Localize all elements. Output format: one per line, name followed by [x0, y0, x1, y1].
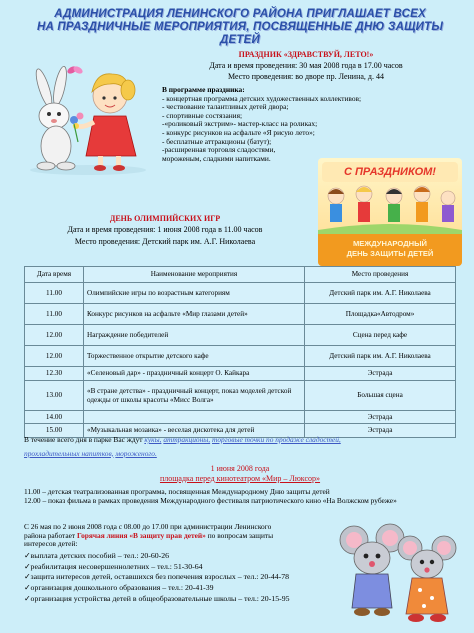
holiday-banner [318, 158, 462, 266]
table-row [25, 411, 456, 424]
program-item: - концертная программа детских художественных коллективов; [162, 93, 362, 103]
bullet-icon: ✓ [24, 572, 31, 582]
column-header: Место проведения [305, 267, 456, 283]
park-item: кукы, [144, 435, 162, 444]
park-item: мороженого. [115, 448, 157, 458]
place-cell: Детский парк им. А.Г. Николаева [305, 283, 456, 304]
cinema-date: 1 июня 2008 года [210, 464, 270, 473]
hotline-intro: по вопросам защиты [207, 530, 274, 540]
event-cell: Конкурс рисунков на асфальте «Мир глазами детей» [84, 304, 305, 325]
table-row [25, 381, 456, 411]
children-illustration [318, 182, 462, 236]
olympic-place: Место проведения: Детский парк им. А.Г. Николаева [74, 237, 256, 246]
hotline-section [24, 523, 334, 605]
table-row [25, 346, 456, 367]
event-cell: Олимпийские игры по возрастным категориям [84, 283, 305, 304]
place-cell: Эстрада [305, 424, 456, 438]
place-cell: Детский парк им. А.Г. Николаева [305, 346, 456, 367]
bullet-icon: ✓ [24, 561, 31, 571]
olympic-datetime: Дата и время проведения: 1 июня 2008 года в 11.00 часов [67, 225, 263, 234]
mice-illustration [332, 518, 460, 628]
festival-title: ПРАЗДНИК «ЗДРАВСТВУЙ, ЛЕТО!» [238, 50, 374, 59]
time-cell: 15.00 [25, 424, 84, 438]
girl-and-bunny-illustration [14, 58, 162, 176]
banner-greeting: С ПРАЗДНИКОМ! [322, 162, 458, 182]
program-item: - спортивные состязания; [162, 110, 243, 120]
time-cell: 13.00 [25, 381, 84, 411]
place-cell: Большая сцена [305, 381, 456, 411]
festival-datetime: Дата и время проведения: 30 мая 2008 года в 17.00 часов [209, 61, 403, 70]
cinema-line: 12.00 – показ фильма в рамках проведения Международного фестиваля патриотического кино «На Волжском рубеже» [24, 495, 397, 505]
banner-caption: МЕЖДУНАРОДНЫЙ ДЕНЬ ЗАЩИТЫ ДЕТЕЙ [318, 234, 462, 266]
table-row [25, 325, 456, 346]
place-cell: Площадка«Автодром» [305, 304, 456, 325]
event-cell: «Музыкальная мозаика» - веселая дискотека для детей [84, 424, 305, 438]
bullet-icon: ✓ [24, 583, 31, 593]
list-item: ✓выплата детских пособий – тел.: 20-60-26 [24, 550, 170, 560]
header-line-1: АДМИНИСТРАЦИЯ ЛЕНИНСКОГО РАЙОНА ПРИГЛАШАЕТ ВСЕХ [54, 8, 426, 20]
park-item: аттракционы, [163, 435, 211, 444]
hotline-intro: района работает [24, 530, 76, 540]
event-cell [84, 411, 305, 424]
event-cell: Награждение победителей [84, 325, 305, 346]
bullet-icon: ✓ [24, 550, 31, 560]
list-item: ✓организация дошкольного образования – тел.: 20-41-39 [24, 583, 214, 593]
event-cell: Торжественное открытие детского кафе [84, 346, 305, 367]
table-row [25, 304, 456, 325]
program-item: - чествование талантливых детей двора; [162, 102, 289, 112]
program-item: - конкурс рисунков на асфальте «Я рисую лето»; [162, 127, 315, 137]
festival-place: Место проведения: во дворе пр. Ленина, д. 44 [228, 72, 384, 81]
program-item: -«роликовый экстрим»- мастер-класс на роликах; [162, 119, 318, 129]
hotline-intro: С 26 мая по 2 июня 2008 года с 08.00 до 17.00 при администрации Ленинского [24, 522, 272, 531]
time-cell: 12.30 [25, 367, 84, 381]
table-header-row [25, 267, 456, 283]
park-note [24, 436, 456, 458]
cinema-place: площадка перед кинотеатром «Мир – Люксор» [159, 474, 321, 483]
festival-program [162, 86, 402, 163]
page-header [20, 8, 460, 47]
list-item: ✓организация устройства детей в общеобразовательные школы – тел.: 20-15-95 [24, 593, 290, 603]
schedule-table [24, 266, 456, 438]
column-header: Дата время [25, 267, 84, 283]
list-item: ✓реабилитация несовершеннолетних – тел.: 51-30-64 [24, 561, 203, 571]
event-cell: «Селеновый дар» - праздничный концерт О. Кайкара [84, 367, 305, 381]
olympic-title: ДЕНЬ ОЛИМПИЙСКИХ ИГР [109, 214, 221, 223]
header-line-2: НА ПРАЗДНИЧНЫЕ МЕРОПРИЯТИЯ, ПОСВЯЩЕННЫЕ ДНЮ ЗАЩИТЫ ДЕТЕЙ [36, 21, 444, 46]
time-cell: 14.00 [25, 411, 84, 424]
place-cell: Сцена перед кафе [305, 325, 456, 346]
cinema-program [24, 488, 456, 505]
table-row [25, 367, 456, 381]
time-cell: 12.00 [25, 346, 84, 367]
park-item: прохладительных напитков, [24, 448, 114, 458]
place-cell: Эстрада [305, 367, 456, 381]
park-item: торговые точки по продаже сладостей, [212, 435, 341, 444]
program-item: -расширенная торговля сладостями, [162, 145, 276, 155]
hotline-list [24, 551, 334, 605]
column-header: Наименование мероприятия [84, 267, 305, 283]
list-item: ✓защита интересов детей, оставшихся без попечения взрослых – тел.: 20-44-78 [24, 572, 290, 582]
program-item: - бесплатные аттракционы (батут); [162, 136, 272, 146]
cinema-line: 11.00 – детская театрализованная программа, посвященная Международному Дню защиты детей [24, 487, 330, 496]
table-row [25, 283, 456, 304]
time-cell: 11.00 [25, 283, 84, 304]
bullet-icon: ✓ [24, 593, 31, 603]
place-cell: Эстрада [305, 411, 456, 424]
hotline-intro: интересов детей: [24, 539, 78, 549]
program-item: мороженым, сладкими напитками. [162, 153, 271, 163]
program-heading: В программе праздника: [162, 85, 245, 94]
event-cell: «В стране детства» - праздничный концерт, показ моделей детской одежды от школы красоты «Мисс Волга» [84, 381, 305, 411]
park-note-prefix: В течение всего дня в парке Вас ждут [24, 435, 143, 444]
time-cell: 12.00 [25, 325, 84, 346]
hotline-name: Горячая линия «В защиту прав детей» [77, 530, 206, 540]
program-list [162, 95, 402, 164]
time-cell: 11.00 [25, 304, 84, 325]
